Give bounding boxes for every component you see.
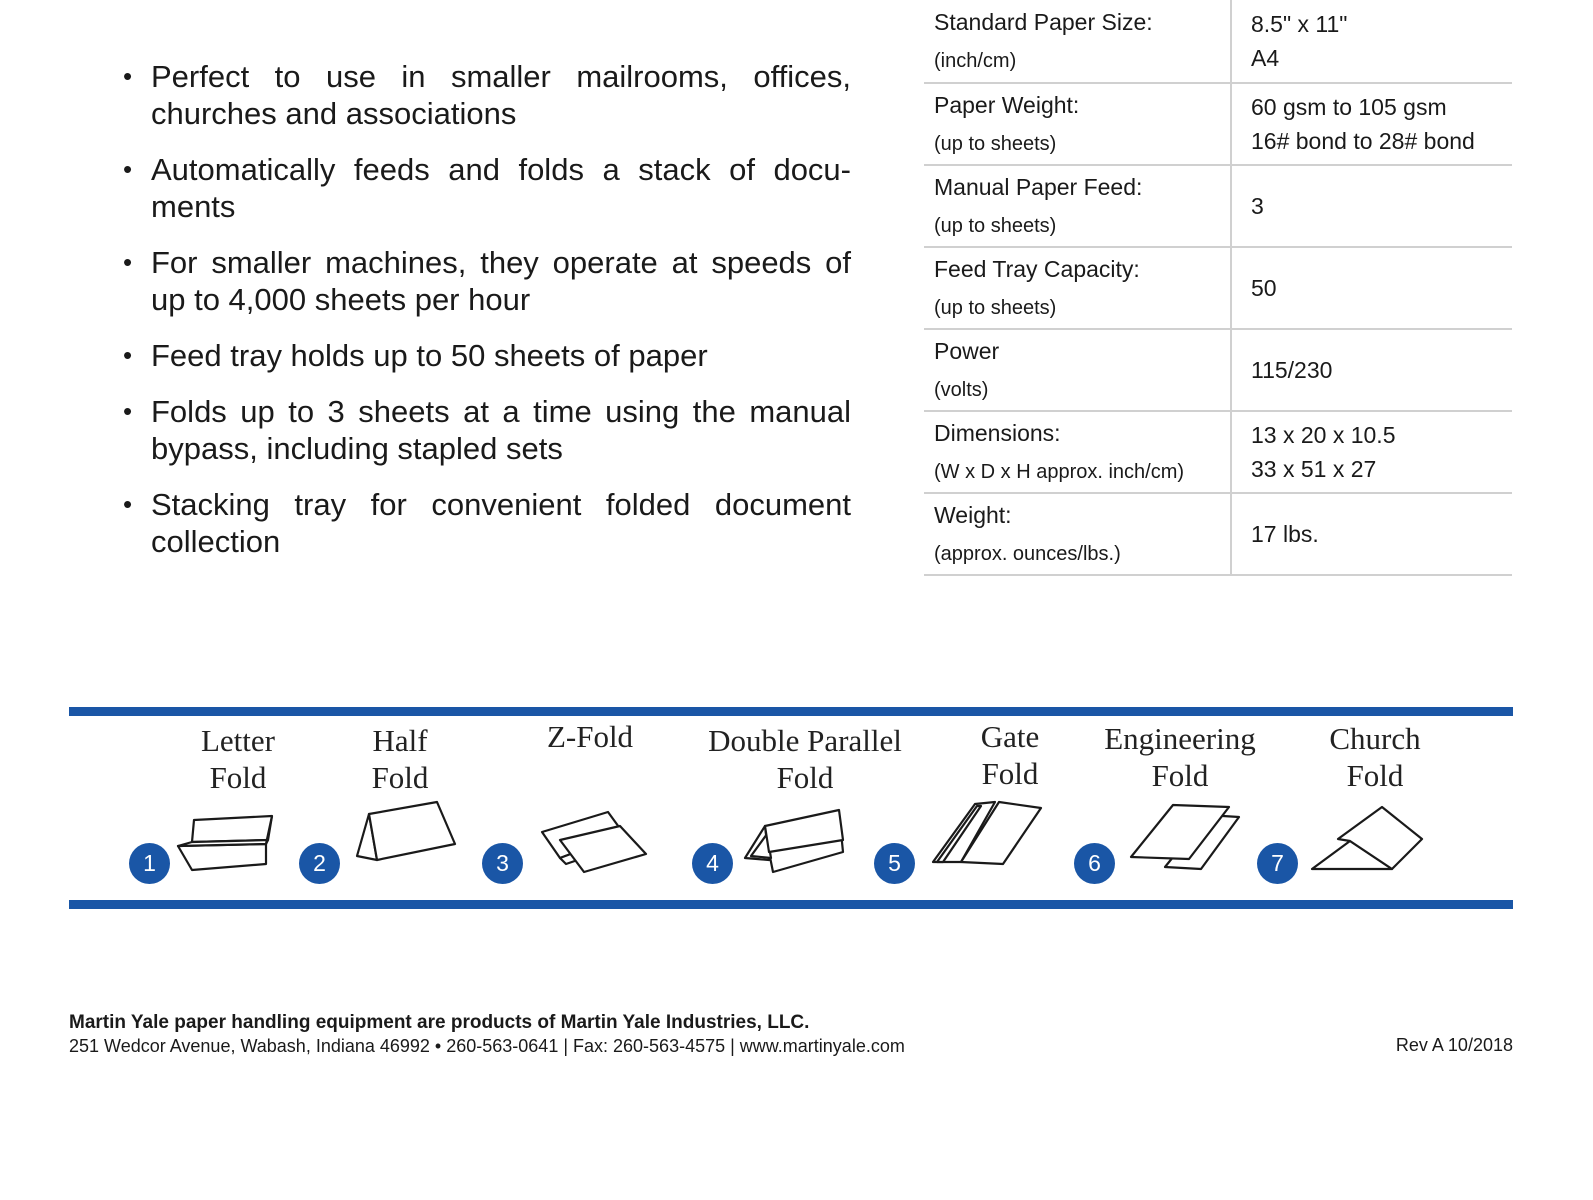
specifications-table [924, 0, 1512, 576]
spec-unit: (inch/cm) [934, 50, 1017, 72]
spec-label: Paper Weight: [934, 92, 1080, 118]
spec-value-cell [1231, 83, 1512, 165]
spec-label-cell [924, 329, 1231, 411]
fold-label-letter [183, 722, 293, 796]
footer-address-line: 251 Wedcor Avenue, Wabash, Indiana 46992 • 260-563-0641 | Fax: 260-563-4575 | www.martinyale.com [69, 1036, 905, 1056]
spec-row [924, 493, 1512, 575]
fold-label-line: Z-Fold [546, 719, 634, 754]
fold-label-line: Half [372, 723, 428, 758]
fold-label-double-parallel [700, 722, 910, 796]
feature-item: • Stacking tray for convenient folded document collection [123, 487, 851, 559]
double-parallel-fold-icon [743, 808, 858, 874]
spec-label-cell [924, 493, 1231, 575]
bullet-icon: • [123, 154, 133, 184]
spec-row [924, 83, 1512, 165]
fold-label-line: Fold [981, 756, 1039, 791]
bullet-icon: • [123, 247, 133, 277]
fold-label-line: Church [1329, 721, 1421, 756]
footer-revision: Rev A 10/2018 [1395, 1035, 1513, 1055]
fold-label-gate [960, 718, 1060, 792]
spec-label-cell [924, 411, 1231, 493]
spec-row [924, 0, 1512, 83]
spec-unit: (up to sheets) [934, 297, 1057, 319]
fold-label-z [530, 718, 650, 755]
feature-item: • Feed tray holds up to 50 sheets of paper [123, 338, 708, 373]
spec-row [924, 165, 1512, 247]
fold-number-badge: 3 [482, 843, 523, 884]
feature-item: • Automatically feeds and folds a stack of docu-ments [123, 152, 851, 224]
fold-label-line: Double Parallel [708, 723, 902, 758]
spec-value-cell [1231, 329, 1512, 411]
spec-value: 16# bond to 28# bond [1251, 128, 1475, 154]
fold-label-line: Fold [776, 760, 834, 795]
spec-row [924, 411, 1512, 493]
spec-value-cell [1231, 0, 1512, 83]
fold-label-engineering [1095, 720, 1265, 794]
spec-value-cell [1231, 493, 1512, 575]
spec-value: 50 [1251, 275, 1277, 301]
spec-value: A4 [1251, 45, 1280, 71]
spec-label: Manual Paper Feed: [934, 174, 1143, 200]
spec-row [924, 247, 1512, 329]
spec-label: Dimensions: [934, 420, 1061, 446]
spec-label-cell [924, 247, 1231, 329]
letter-fold-icon [176, 812, 276, 872]
spec-value: 8.5" x 11" [1251, 11, 1348, 37]
fold-label-line: Engineering [1104, 721, 1256, 756]
spec-label-cell [924, 83, 1231, 165]
spec-row [924, 329, 1512, 411]
spec-value-cell [1231, 165, 1512, 247]
bullet-icon: • [123, 396, 133, 426]
fold-number-badge: 2 [299, 843, 340, 884]
fold-number-badge: 4 [692, 843, 733, 884]
spec-unit: (up to sheets) [934, 133, 1057, 155]
feature-item: • Perfect to use in smaller mailrooms, offices, churches and associations [123, 59, 851, 131]
fold-label-line: Letter [200, 723, 275, 758]
spec-value: 115/230 [1251, 357, 1333, 383]
spec-value: 33 x 51 x 27 [1251, 456, 1377, 482]
spec-unit: (approx. ounces/lbs.) [934, 543, 1121, 565]
fold-label-line: Gate [980, 719, 1040, 754]
spec-value: 3 [1251, 193, 1264, 219]
bullet-icon: • [123, 340, 133, 370]
feature-list [121, 58, 851, 579]
half-fold-icon [355, 800, 460, 866]
spec-value-cell [1231, 411, 1512, 493]
spec-value-cell [1231, 247, 1512, 329]
feature-item: • Folds up to 3 sheets at a time using the manual bypass, including stapled sets [123, 394, 851, 466]
feature-item: • For smaller machines, they operate at speeds of up to 4,000 sheets per hour [123, 245, 851, 317]
church-fold-icon [1310, 805, 1425, 875]
fold-strip-top-rule [69, 707, 1513, 716]
z-fold-icon [540, 810, 655, 875]
fold-label-line: Fold [209, 760, 267, 795]
spec-unit: (up to sheets) [934, 215, 1057, 237]
spec-unit: (W x D x H approx. inch/cm) [934, 461, 1185, 483]
footer-company-line: Martin Yale paper handling equipment are products of Martin Yale Industries, LLC. [69, 1012, 810, 1033]
bullet-icon: • [123, 489, 133, 519]
fold-number-badge: 6 [1074, 843, 1115, 884]
spec-label-cell [924, 0, 1231, 83]
fold-label-church [1315, 720, 1435, 794]
fold-strip-bottom-rule [69, 900, 1513, 909]
fold-number-badge: 5 [874, 843, 915, 884]
fold-number-badge: 7 [1257, 843, 1298, 884]
fold-label-line: Fold [371, 760, 429, 795]
spec-label-cell [924, 165, 1231, 247]
bullet-icon: • [123, 61, 133, 91]
spec-label: Weight: [934, 502, 1012, 528]
spec-value: 17 lbs. [1251, 521, 1319, 547]
fold-label-line: Fold [1346, 758, 1404, 793]
fold-label-half [345, 722, 455, 796]
spec-label: Standard Paper Size: [934, 9, 1153, 35]
engineering-fold-icon [1129, 803, 1241, 873]
spec-label: Power [934, 338, 1000, 364]
gate-fold-icon [931, 796, 1046, 866]
fold-label-line: Fold [1151, 758, 1209, 793]
spec-value: 13 x 20 x 10.5 [1251, 422, 1396, 448]
spec-label: Feed Tray Capacity: [934, 256, 1140, 282]
fold-number-badge: 1 [129, 843, 170, 884]
spec-value: 60 gsm to 105 gsm [1251, 94, 1447, 120]
spec-unit: (volts) [934, 379, 989, 401]
